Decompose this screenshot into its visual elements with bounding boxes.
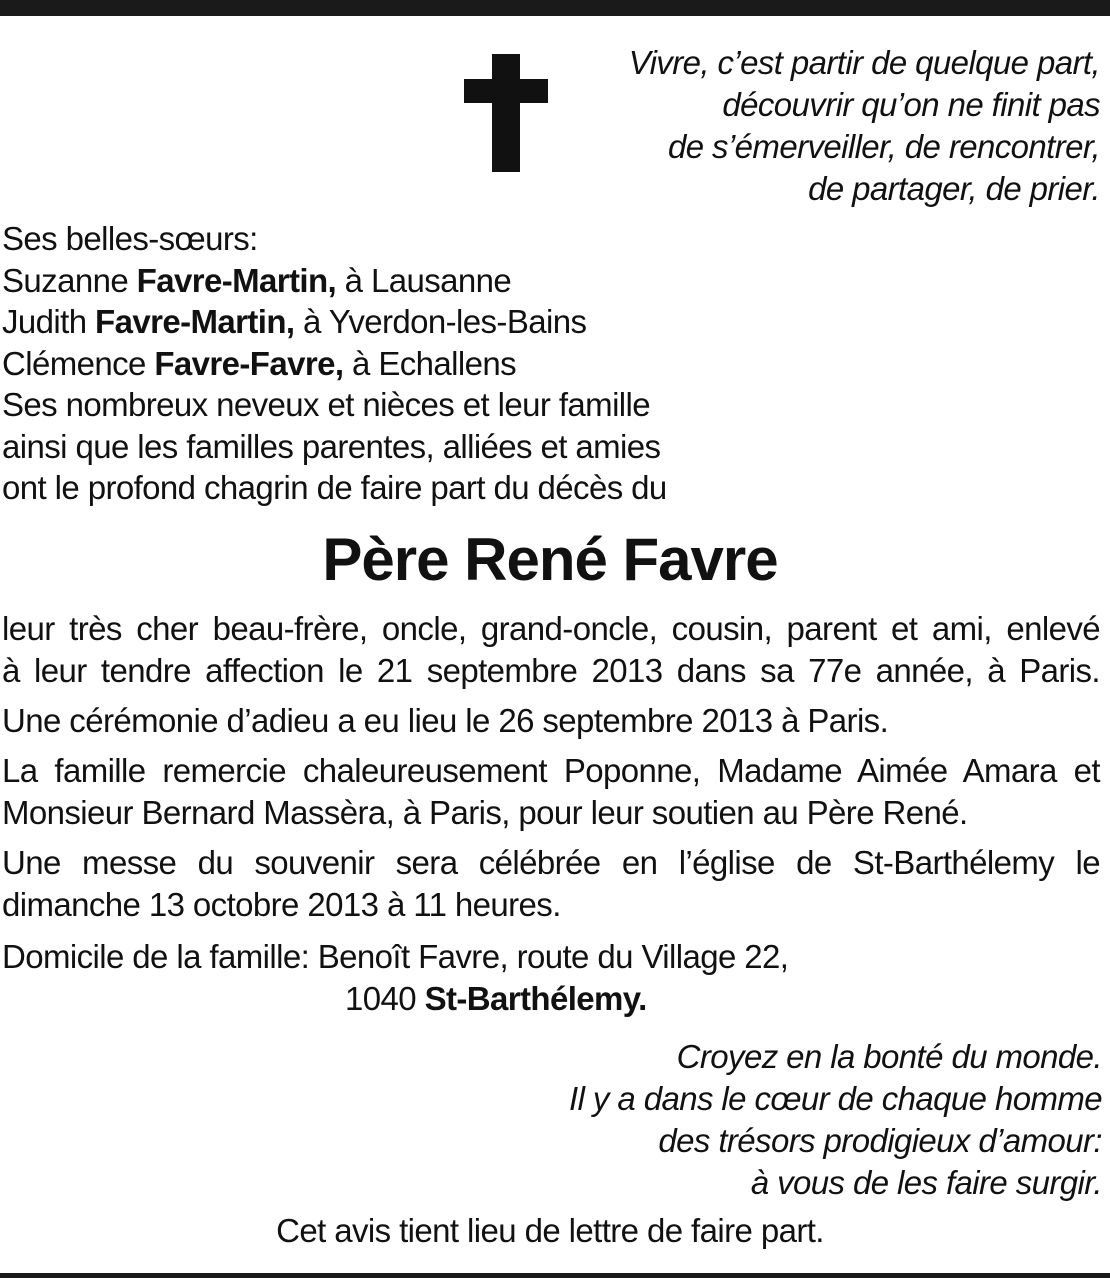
paragraph-line: La famille remercie chaleureusement Poponne, Madame Aimée Amara et <box>2 752 1100 789</box>
domicile-town: St-Barthélemy. <box>424 980 647 1017</box>
footer-quote-line: Croyez en la bonté du monde. <box>676 1038 1102 1075</box>
paragraph-line: leur très cher beau-frère, oncle, grand-oncle, cousin, parent et ami, enlevé <box>2 610 1100 647</box>
member-first-name: Suzanne <box>2 261 129 299</box>
member-place: à Yverdon-les-Bains <box>303 303 587 340</box>
latin-cross-icon <box>464 54 548 172</box>
family-intro: Ses belles-sœurs: <box>2 220 258 257</box>
cross-vertical-bar <box>492 54 520 172</box>
paragraph-line: Monsieur Bernard Massèra, à Paris, pour leur soutien au Père René. <box>2 794 968 831</box>
paragraph-line: Une cérémonie d’adieu a eu lieu le 26 septembre 2013 à Paris. <box>2 702 889 739</box>
footer-quote-line: Il y a dans le cœur de chaque homme <box>569 1080 1102 1117</box>
domicile-line: Domicile de la famille: Benoît Favre, route du Village 22, <box>2 938 789 975</box>
member-first-name: Clémence <box>2 344 146 382</box>
relation-paragraph <box>2 608 1100 692</box>
domicile-paragraph <box>2 936 1100 1020</box>
mass-paragraph <box>2 842 1100 926</box>
family-member <box>2 260 667 302</box>
header-quote-line: de partager, de prier. <box>808 170 1100 207</box>
paragraph-line: dimanche 13 octobre 2013 à 11 heures. <box>2 886 561 923</box>
closing-note: Cet avis tient lieu de lettre de faire part. <box>276 1212 824 1249</box>
header-quote <box>629 42 1100 210</box>
family-line: Ses nombreux neveux et nièces et leur famille <box>2 386 651 423</box>
header-quote-line: découvrir qu’on ne finit pas <box>722 86 1100 123</box>
member-first-name: Judith <box>2 303 87 340</box>
ceremony-paragraph <box>2 700 1100 742</box>
domicile-address <box>2 978 1100 1020</box>
member-last-name: Favre-Favre, <box>154 344 344 382</box>
paragraph-line: Une messe du souvenir sera célébrée en l’église de St-Barthélemy le <box>2 844 1100 881</box>
header-quote-line: de s’émerveiller, de rencontrer, <box>667 128 1100 165</box>
bottom-border-rule <box>0 1273 1110 1278</box>
deceased-name: Père René Favre <box>322 526 778 593</box>
family-member <box>2 343 667 385</box>
member-place: à Echallens <box>352 344 517 382</box>
top-border-rule <box>0 0 1110 16</box>
paragraph-line: à leur tendre affection le 21 septembre 2013 dans sa 77e année, à Paris. <box>2 652 1100 689</box>
member-last-name: Favre-Martin, <box>95 303 295 340</box>
footer-quote-line: des trésors prodigieux d’amour: <box>658 1122 1102 1159</box>
family-line: ainsi que les familles parentes, alliées et amies <box>2 427 661 465</box>
family-line: ont le profond chagrin de faire part du décès du <box>2 469 667 506</box>
footer-quote <box>569 1036 1102 1204</box>
member-last-name: Favre-Martin, <box>136 261 337 299</box>
family-member <box>2 301 667 343</box>
cross-horizontal-bar <box>464 79 548 103</box>
member-place: à Lausanne <box>344 261 512 299</box>
family-list <box>2 218 667 509</box>
header-quote-line: Vivre, c’est partir de quelque part, <box>628 44 1100 81</box>
domicile-postcode: 1040 <box>345 980 417 1017</box>
thanks-paragraph <box>2 750 1100 834</box>
footer-quote-line: à vous de les faire surgir. <box>750 1164 1102 1201</box>
